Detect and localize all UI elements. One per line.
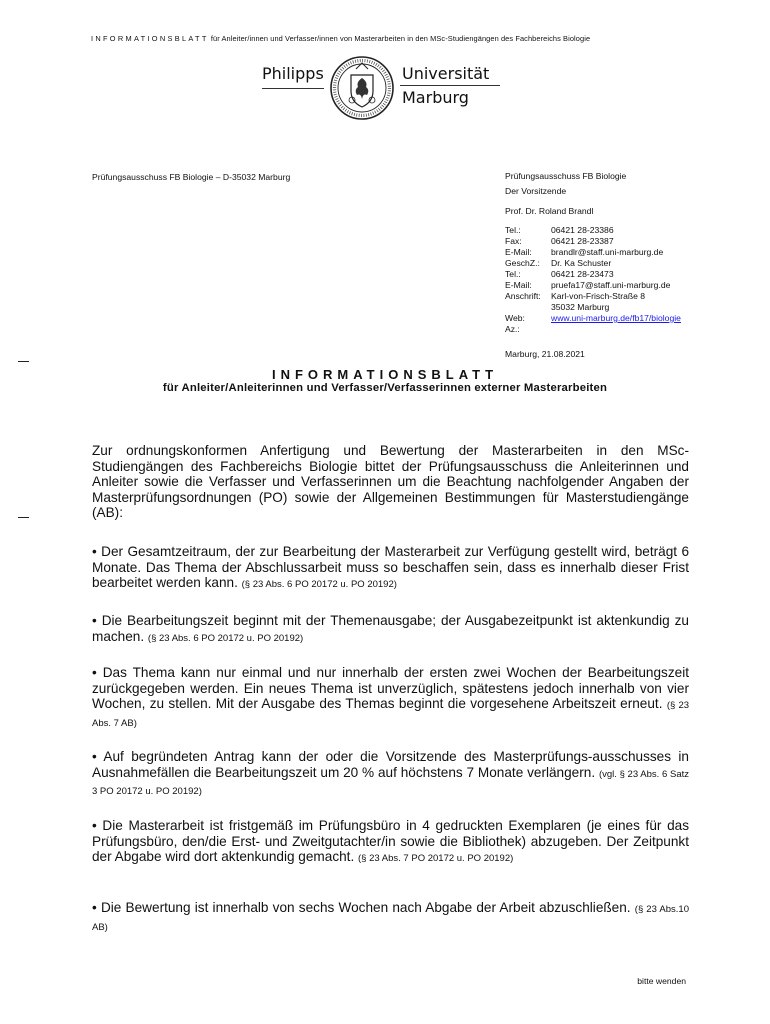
contact-org: Prüfungsausschuss FB Biologie — [505, 171, 627, 181]
date-line: Marburg, 21.08.2021 — [505, 349, 585, 359]
document-title: INFORMATIONSBLATT — [271, 367, 499, 382]
fold-mark — [18, 361, 29, 362]
logo-rule-right — [400, 85, 500, 86]
contact-row: 35032 Marburg — [551, 302, 610, 312]
header-rest: für Anleiter/innen und Verfasser/innen von Masterarbeiten in den MSc-Studiengängen des Fachbereichs Biologie — [210, 34, 591, 43]
university-logo — [262, 55, 502, 121]
contact-row: Anschrift: Karl-von-Frisch-Straße 8 — [505, 291, 646, 301]
contact-row: Fax: 06421 28-23387 — [505, 236, 614, 246]
contact-row: GeschZ.: Dr. Ka Schuster — [505, 258, 612, 268]
contact-role: Der Vorsitzende — [505, 186, 567, 196]
web-link[interactable]: www.uni-marburg.de/fb17/biologie — [551, 313, 681, 323]
bullet-item: • Die Bearbeitungszeit beginnt mit der Themenausgabe; der Ausgabezeitpunkt ist aktenkundig zu machen. (§ 23 Abs. 6 PO 20172 u. PO 20192) — [92, 613, 689, 644]
contact-row-web: Web: www.uni-marburg.de/fb17/biologie — [505, 313, 681, 323]
university-seal-icon — [328, 55, 396, 121]
bullet-item: • Das Thema kann nur einmal und nur innerhalb der ersten zwei Wochen der Bearbeitungszeit zurückgegeben werden. Ein neues Thema ist unverzüglich, spätestens jedoch innerhalb von vier Wochen, zu stellen. Mit der Ausgabe des Themas beginnt die vorgesehene Arbeitszeit erneut. (§ 23 Abs. 7 AB) — [92, 665, 690, 729]
contact-name: Prof. Dr. Roland Brandl — [505, 206, 594, 216]
sender-line: Prüfungsausschuss FB Biologie – D-35032 Marburg — [92, 172, 291, 182]
bullet-item: • Die Masterarbeit ist fristgemäß im Prüfungsbüro in 4 gedruckten Exemplaren (je eines für das Prüfungsbüro, den/die Erst- und Zweitgutachter/in sowie die Bibliothek) abzugeben. Der Zeitpunkt der Abgabe wird dort aktenkundig gemacht. (§ 23 Abs. 7 PO 20172 u. PO 20192) — [92, 818, 689, 865]
bullet-item: • Der Gesamtzeitraum, der zur Bearbeitung der Masterarbeit zur Verfügung gestellt wird, beträgt 6 Monate. Das Thema der Abschlussarbeit muss so beschaffen sein, dass es innerhalb dieser Frist bearbeitet werden kann. (§ 23 Abs. 6 PO 20172 u. PO 20192) — [92, 544, 689, 591]
logo-rule-left — [262, 88, 324, 89]
document-subtitle: für Anleiter/Anleiterinnen und Verfasser/Verfasserinnen externer Masterarbeiten — [162, 382, 608, 394]
contact-row: Tel.: 06421 28-23386 — [505, 225, 614, 235]
document-header-line — [91, 34, 590, 43]
header-spaced-title: INFORMATIONSBLATT — [91, 34, 209, 43]
logo-text-philipps: Philipps — [262, 64, 324, 83]
page-footer-turn-over: bitte wenden — [637, 976, 686, 986]
contact-table — [505, 225, 681, 335]
bullet-item: • Auf begründeten Antrag kann der oder die Vorsitzende des Masterprüfungs-ausschusses in Ausnahmefällen die Bearbeitungszeit um 20 % auf höchstens 7 Monate verlängern. (vgl. § 23 Abs. 6 Satz 3 PO 20172 u. PO 20192) — [92, 749, 689, 798]
contact-row: Tel.: 06421 28-23473 — [505, 269, 614, 279]
bullet-item: • Die Bewertung ist innerhalb von sechs Wochen nach Abgabe der Arbeit abzuschließen. (§ 23 Abs.10 AB) — [92, 900, 689, 933]
intro-paragraph: Zur ordnungskonformen Anfertigung und Bewertung der Masterarbeiten in den MSc-Studiengängen des Fachbereichs Biologie bittet der Prüfungsausschuss die Anleiterinnen und Anleiter sowie die Verfasser und Verfasserinnen um die Beachtung nachfolgender Angaben der Masterprüfungsordnungen (PO) sowie der Allgemeinen Bestimmungen für Masterstudiengänge (AB): — [92, 443, 689, 521]
contact-row: E-Mail: pruefa17@staff.uni-marburg.de — [505, 280, 671, 290]
contact-row: E-Mail: brandlr@staff.uni-marburg.de — [505, 247, 664, 257]
logo-text-marburg: Marburg — [402, 88, 469, 107]
logo-text-universitaet: Universität — [402, 64, 490, 83]
fold-mark — [18, 517, 29, 518]
contact-row-az: Az.: — [505, 324, 520, 334]
